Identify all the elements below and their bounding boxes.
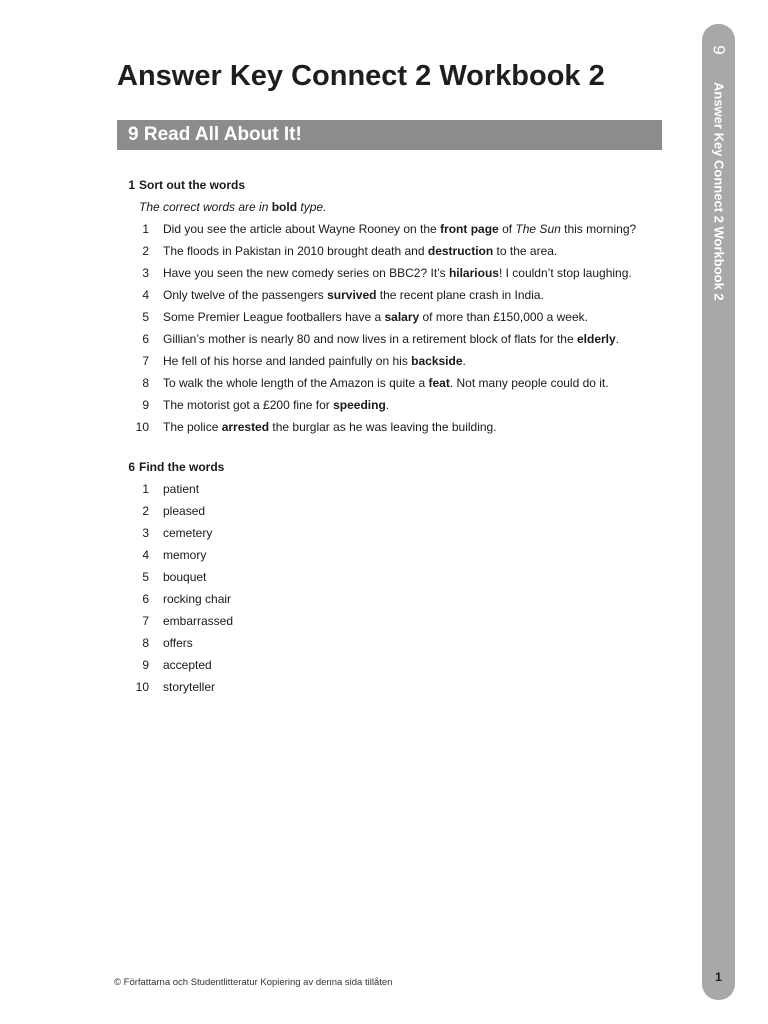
text-segment: The correct words are in xyxy=(139,200,272,214)
answer-row xyxy=(117,350,677,372)
answer-row xyxy=(117,306,677,328)
answer-word: accepted xyxy=(163,658,212,672)
exercise-1-number: 1 xyxy=(128,178,135,192)
answer-sentence xyxy=(163,398,389,412)
answer-sentence xyxy=(163,310,588,324)
text-segment: . xyxy=(385,398,390,412)
text-segment: Some Premier League footballers have a xyxy=(163,310,385,324)
answer-row xyxy=(117,372,677,394)
answer-row xyxy=(117,394,677,416)
side-vertical-title: Answer Key Connect 2 Workbook 2 xyxy=(711,82,727,301)
side-chapter-number: 9 xyxy=(709,45,729,55)
text-segment: type. xyxy=(297,200,327,214)
text-segment: The motorist got a £200 fine for xyxy=(163,398,334,412)
text-segment: of xyxy=(498,222,516,236)
answer-sentence xyxy=(163,244,557,258)
page-number: 1 xyxy=(715,970,722,984)
item-number: 3 xyxy=(142,266,149,280)
answer-sentence xyxy=(163,222,636,236)
item-number: 6 xyxy=(142,332,149,346)
item-number: 4 xyxy=(142,548,149,562)
exercise-1-title: Sort out the words xyxy=(139,178,245,192)
item-number: 10 xyxy=(135,680,149,694)
answer-row xyxy=(117,284,677,306)
answer-word: storyteller xyxy=(163,680,216,694)
answer-row xyxy=(117,240,677,262)
item-number: 2 xyxy=(142,504,149,518)
answer-word: rocking chair xyxy=(163,592,232,606)
answer-row xyxy=(117,522,677,544)
answer-row xyxy=(117,588,677,610)
answer-sentence xyxy=(163,288,544,302)
answer-row xyxy=(117,610,677,632)
item-number: 8 xyxy=(142,376,149,390)
answer-word: front page xyxy=(440,222,499,236)
item-number: 10 xyxy=(135,420,149,434)
answer-sentence xyxy=(163,354,466,368)
text-segment: The Sun xyxy=(515,222,561,236)
answer-word: bold xyxy=(271,200,298,214)
answer-word: patient xyxy=(163,482,200,496)
text-segment: . Not many people could do it. xyxy=(449,376,609,390)
item-number: 3 xyxy=(142,526,149,540)
answer-sentence xyxy=(163,332,619,346)
text-segment: this morning? xyxy=(560,222,637,236)
item-number: 5 xyxy=(142,310,149,324)
item-number: 2 xyxy=(142,244,149,258)
text-segment: . xyxy=(462,354,466,368)
answer-word: hilarious xyxy=(448,266,499,280)
text-segment: the recent plane crash in India. xyxy=(376,288,544,302)
exercise-1-section xyxy=(117,174,677,438)
text-segment: He fell of his horse and landed painfully on his xyxy=(163,354,412,368)
text-segment: ! I couldn’t stop laughing. xyxy=(498,266,632,280)
page-title: Answer Key Connect 2 Workbook 2 xyxy=(117,60,605,92)
chapter-banner: 9 Read All About It! xyxy=(117,120,662,150)
answer-row xyxy=(117,478,677,500)
text-segment: to the area. xyxy=(493,244,558,258)
text-segment: Did you see the article about Wayne Rooney on the xyxy=(163,222,441,236)
answer-word: bouquet xyxy=(163,570,207,584)
text-segment: Have you seen the new comedy series on BBC2? It’s xyxy=(163,266,449,280)
answer-word: feat xyxy=(428,376,450,390)
answer-word: arrested xyxy=(221,420,270,434)
answer-word: pleased xyxy=(163,504,206,518)
answer-word: survived xyxy=(327,288,377,302)
answer-sentence xyxy=(163,376,609,390)
item-number: 5 xyxy=(142,570,149,584)
text-segment: The police xyxy=(163,420,222,434)
answer-row xyxy=(117,500,677,522)
item-number: 7 xyxy=(142,354,149,368)
text-segment: The floods in Pakistan in 2010 brought death and xyxy=(163,244,428,258)
item-number: 8 xyxy=(142,636,149,650)
exercise-6-title: Find the words xyxy=(139,460,225,474)
answer-row xyxy=(117,262,677,284)
item-number: 4 xyxy=(142,288,149,302)
answer-sentence xyxy=(163,420,497,434)
text-segment: of more than £150,000 a week. xyxy=(419,310,588,324)
answer-word: offers xyxy=(163,636,193,650)
answer-word: backside xyxy=(411,354,463,368)
text-segment: Only twelve of the passengers xyxy=(163,288,328,302)
item-number: 6 xyxy=(142,592,149,606)
answer-row xyxy=(117,654,677,676)
text-segment: . xyxy=(615,332,620,346)
answer-word: speeding xyxy=(333,398,386,412)
answer-row xyxy=(117,218,677,240)
item-number: 1 xyxy=(142,222,149,236)
exercise-1-instruction xyxy=(117,196,677,218)
exercise-1-list xyxy=(117,218,677,438)
item-number: 7 xyxy=(142,614,149,628)
answer-row xyxy=(117,632,677,654)
answer-sentence xyxy=(163,266,632,280)
answer-row xyxy=(117,676,677,698)
item-number: 9 xyxy=(142,398,149,412)
text-segment: the burglar as he was leaving the building. xyxy=(269,420,497,434)
answer-row xyxy=(117,544,677,566)
answer-row xyxy=(117,416,677,438)
answer-row xyxy=(117,328,677,350)
answer-word: elderly xyxy=(576,332,616,346)
answer-word: memory xyxy=(163,548,207,562)
answer-word: destruction xyxy=(427,244,494,258)
exercise-6-heading xyxy=(117,456,677,478)
item-number: 9 xyxy=(142,658,149,672)
exercise-6-list xyxy=(117,478,677,698)
answer-row xyxy=(117,566,677,588)
exercise-6-number: 6 xyxy=(128,460,135,474)
footer-copyright: © Författarna och Studentlitteratur Kopiering av denna sida tillåten xyxy=(114,977,393,988)
answer-word: embarrassed xyxy=(163,614,234,628)
answer-word: salary xyxy=(384,310,420,324)
exercise-1-heading xyxy=(117,174,677,196)
item-number: 1 xyxy=(142,482,149,496)
text-segment: Gillian’s mother is nearly 80 and now lives in a retirement block of flats for the xyxy=(163,332,577,346)
exercise-6-section xyxy=(117,456,677,698)
answer-word: cemetery xyxy=(163,526,213,540)
text-segment: To walk the whole length of the Amazon is quite a xyxy=(163,376,429,390)
